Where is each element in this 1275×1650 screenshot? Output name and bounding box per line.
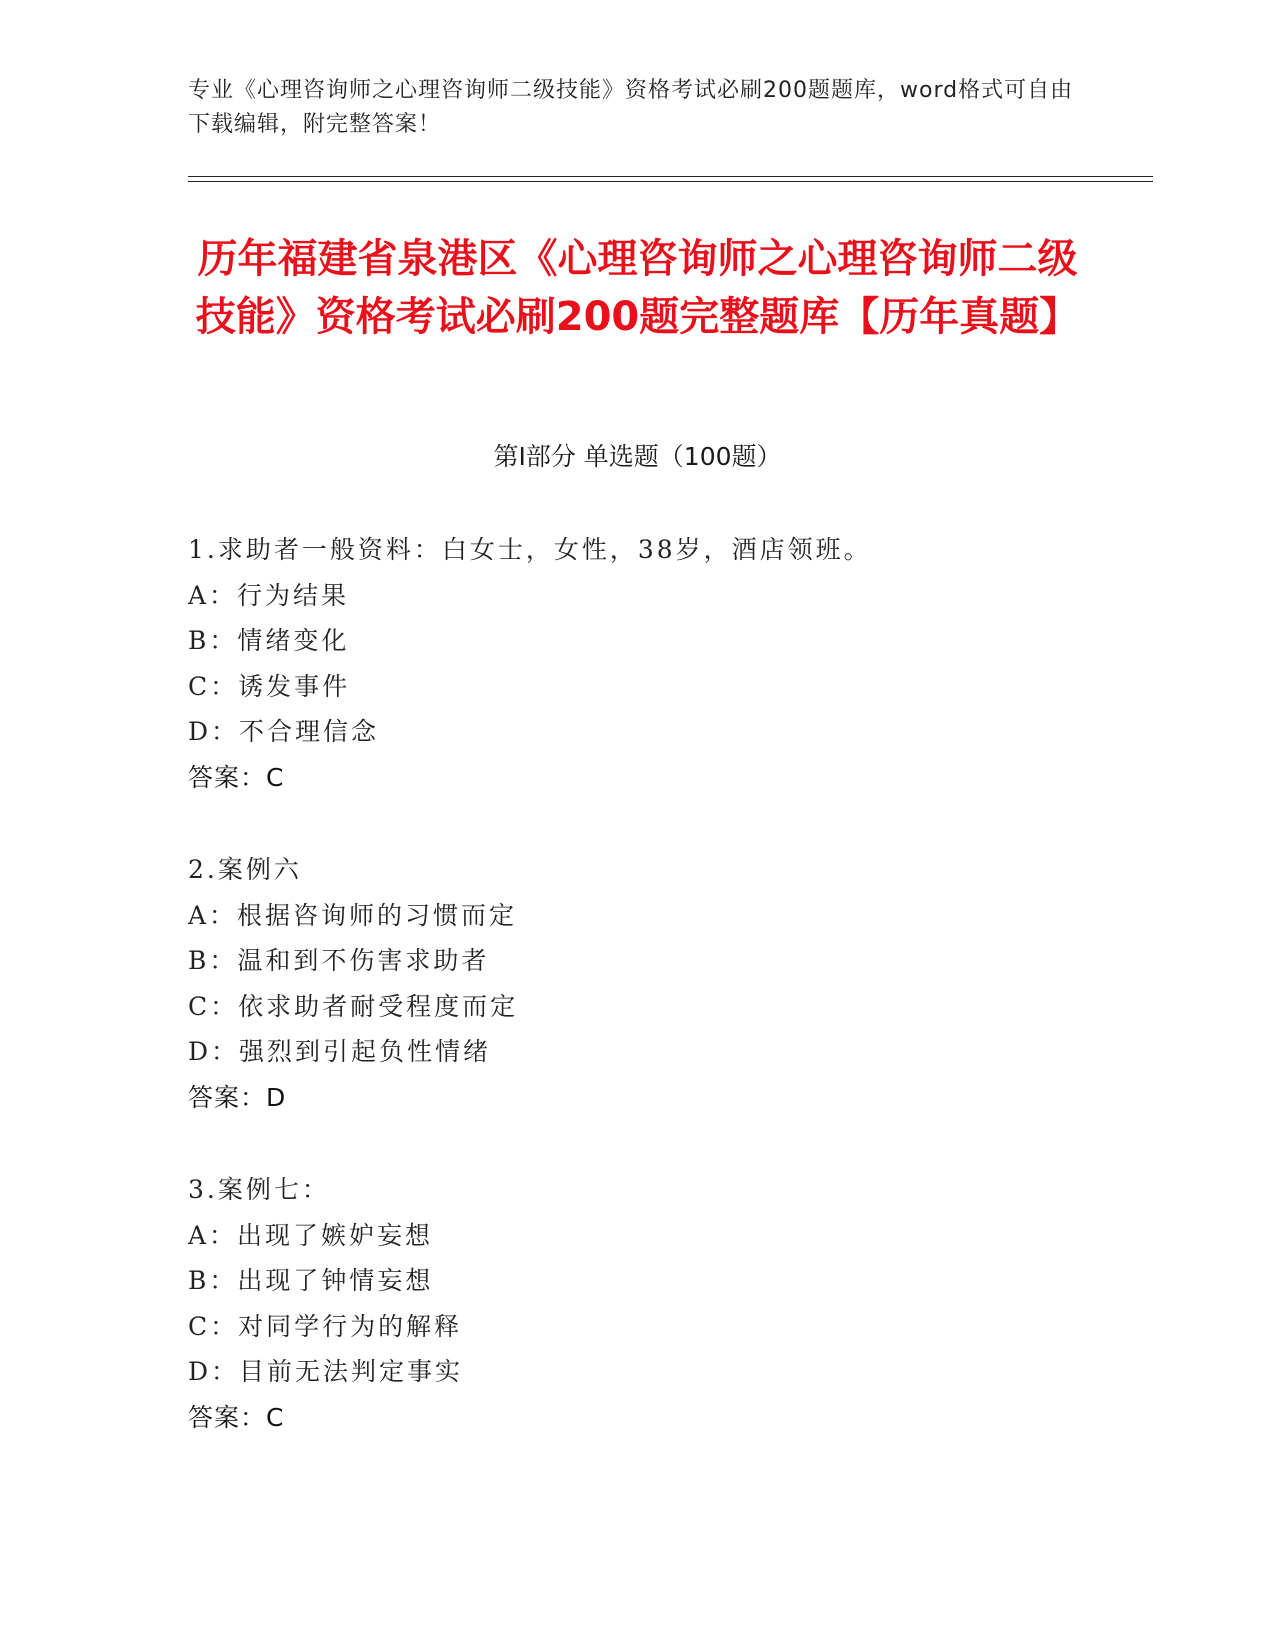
option-a: A：出现了嫉妒妄想: [188, 1220, 434, 1250]
question-block: [188, 1167, 1088, 1440]
option-d: D：强烈到引起负性情绪: [188, 1037, 492, 1066]
section-heading: 第Ⅰ部分 单选题（100题）: [493, 442, 782, 471]
option-c: C：对同学行为的解释: [188, 1311, 463, 1341]
header-rule-top: [188, 176, 1153, 177]
question-stem: 2.案例六: [188, 855, 302, 884]
option-c: C：诱发事件: [188, 671, 351, 701]
option-b: B：情绪变化: [188, 626, 350, 655]
answer-line: 答案：C: [188, 1402, 285, 1432]
question-stem: 1.求助者一般资料：白女士，女性，38岁，酒店领班。: [188, 535, 872, 564]
header-rule-bottom: [188, 181, 1153, 182]
option-d: D：目前无法判定事实: [188, 1357, 464, 1386]
option-a: A：行为结果: [188, 580, 350, 610]
option-b: B：温和到不伤害求助者: [188, 946, 490, 975]
document-title: 历年福建省泉港区《心理咨询师之心理咨询师二级技能》资格考试必刷200题完整题库【历年真题】: [195, 236, 1080, 340]
answer-line: 答案：D: [188, 1082, 287, 1112]
header-note: 专业《心理咨询师之心理咨询师二级技能》资格考试必刷200题题库，word格式可自由下载编辑，附完整答案！: [188, 78, 1074, 137]
option-b: B：出现了钟情妄想: [188, 1266, 434, 1295]
option-d: D：不合理信念: [188, 717, 380, 746]
question-block: [188, 847, 1088, 1120]
answer-line: 答案：C: [188, 762, 285, 792]
question-stem: 3.案例七：: [188, 1175, 330, 1204]
option-a: A：根据咨询师的习惯而定: [188, 900, 518, 930]
question-block: [188, 527, 1088, 800]
option-c: C：依求助者耐受程度而定: [188, 991, 519, 1021]
